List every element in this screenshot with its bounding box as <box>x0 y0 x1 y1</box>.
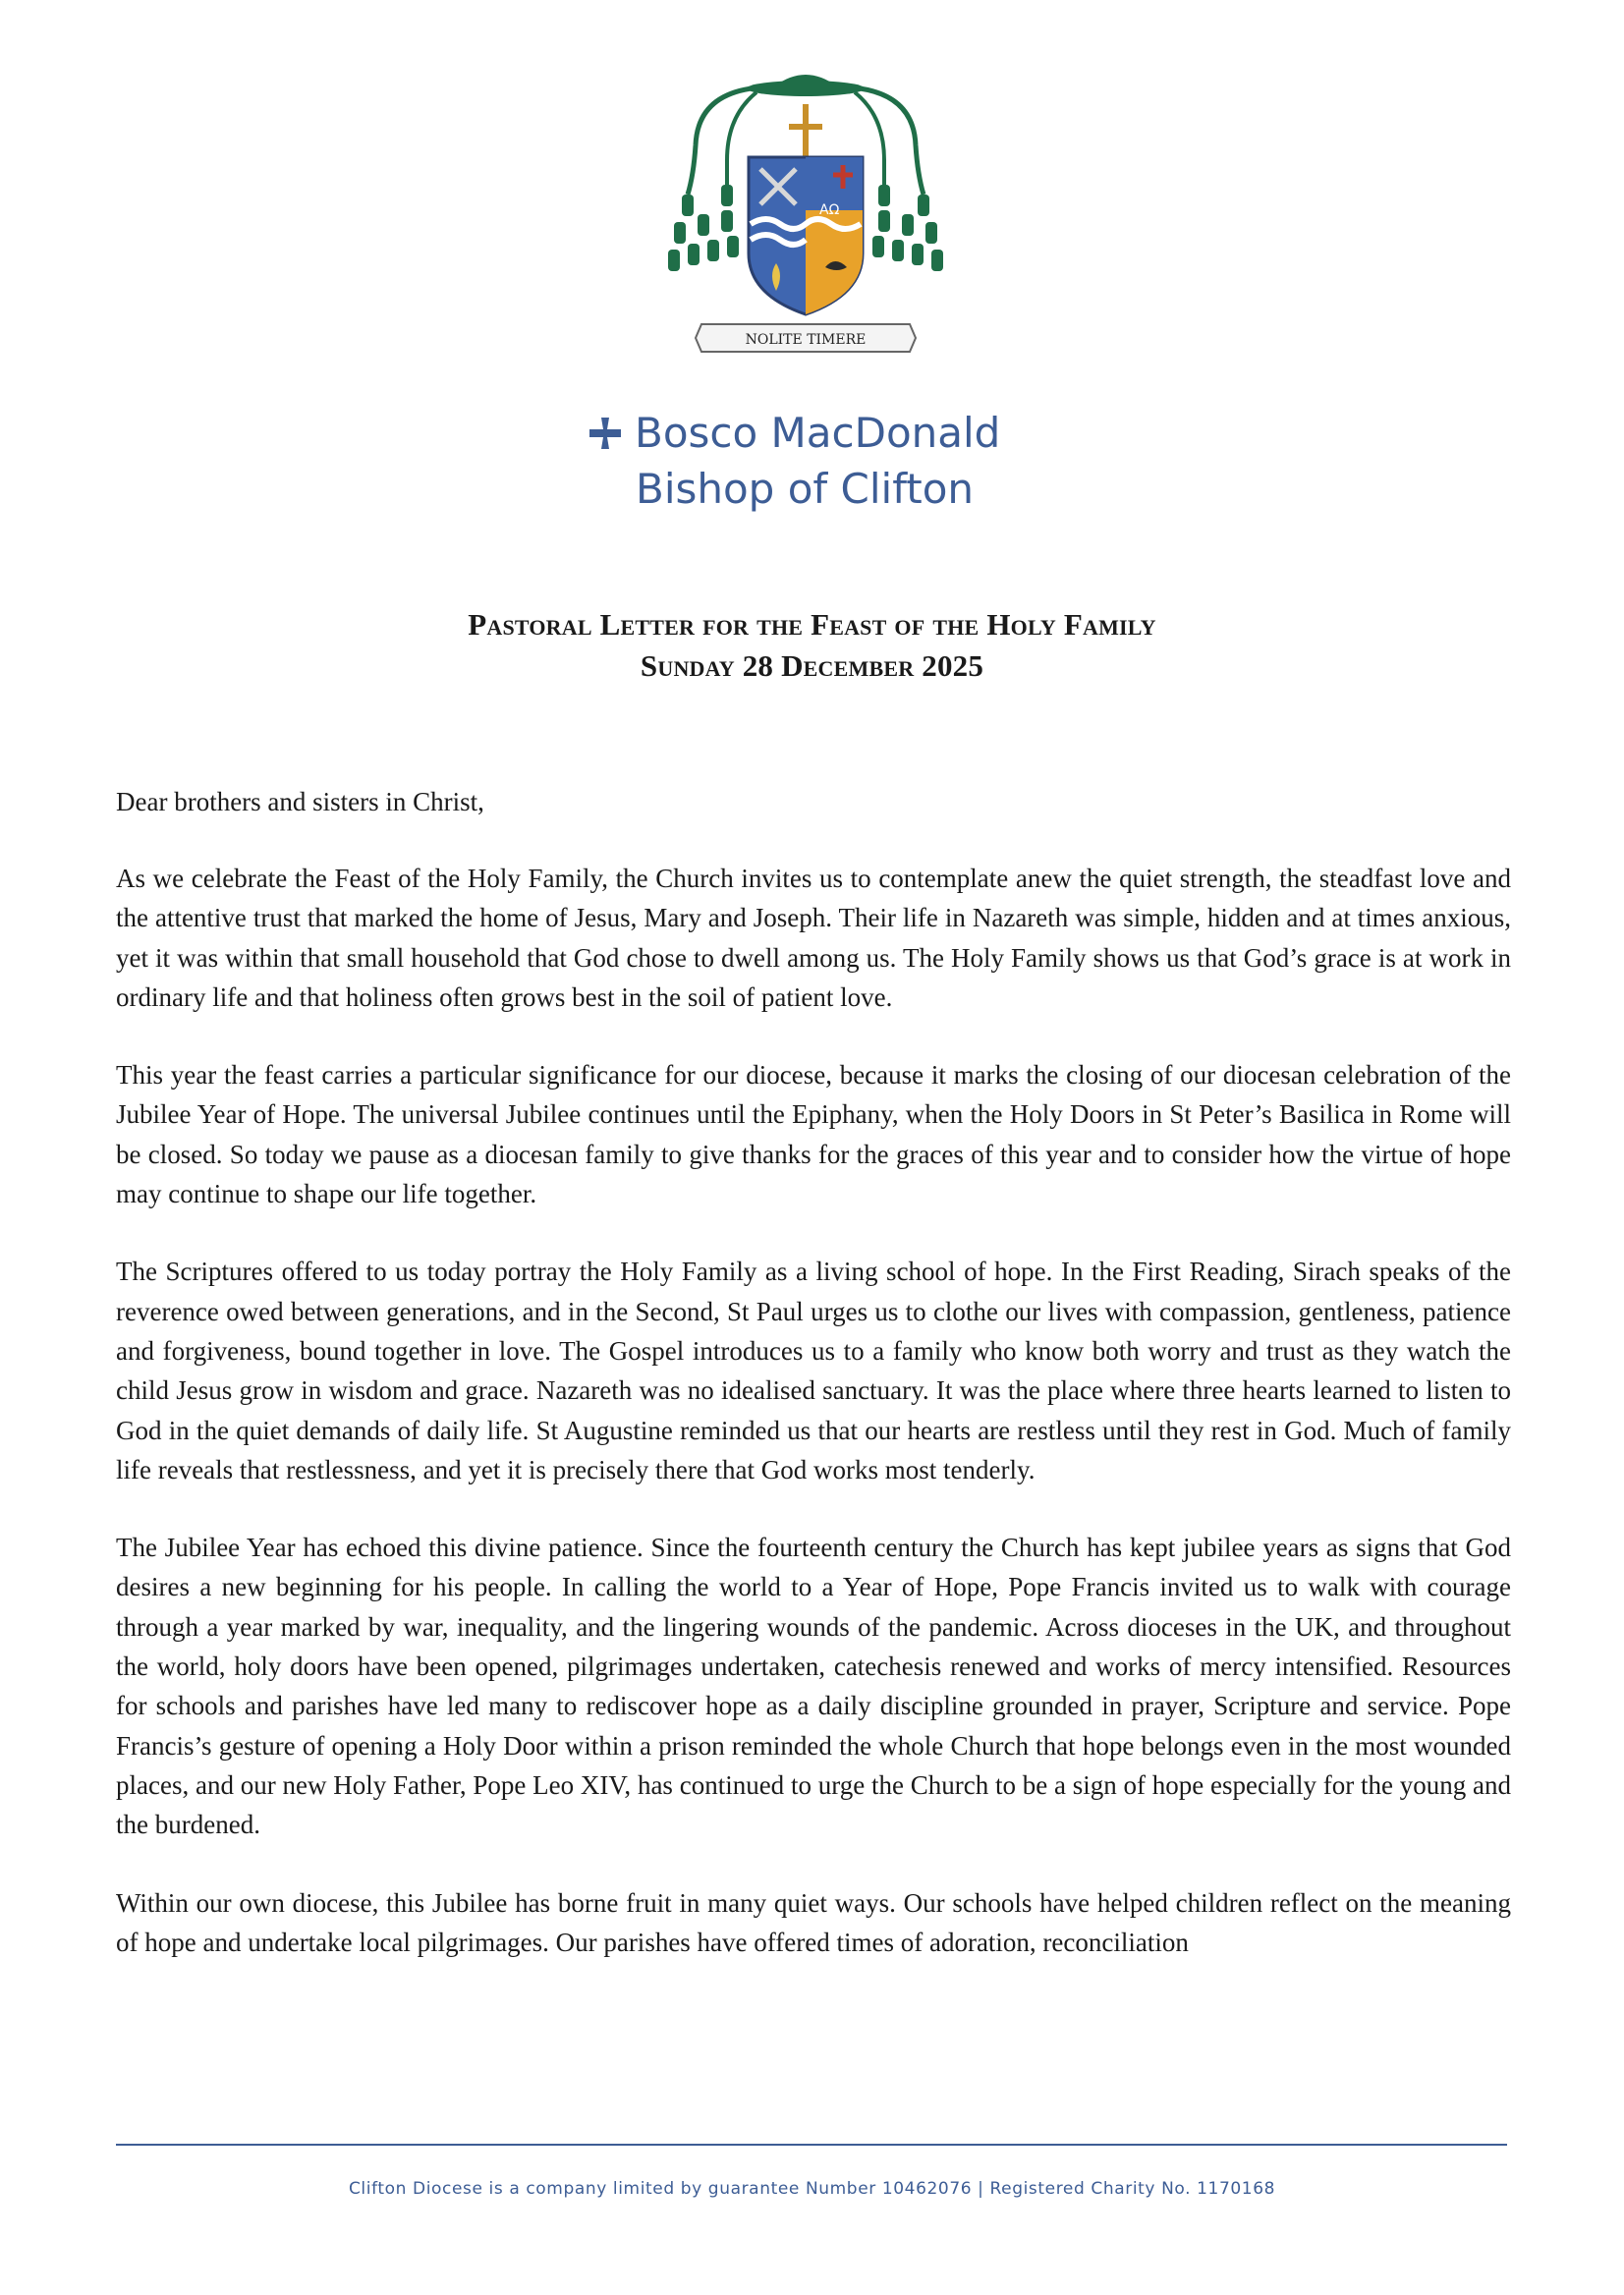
sender-name-line <box>588 406 1061 461</box>
sender-name: Bosco MacDonald <box>635 409 1001 457</box>
cross-pattee-icon <box>588 416 623 451</box>
letter-body <box>116 782 1511 2000</box>
paragraph: The Jubilee Year has echoed this divine patience. Since the fourteenth century the Church has kept jubilee years as signs that God desires a new beginning for his people. In calling the world to a Year of Hope, Pope Francis invited us to walk with courage through a year marked by war, inequality, and the lingering wounds of the pandemic. Across dioceses in the UK, and throughout the world, holy doors have been opened, pilgrimages undertaken, catechesis renewed and works of mercy intensified. Resources for schools and parishes have led many to rediscover hope as a daily discipline grounded in prayer, Scripture and service. Pope Francis’s gesture of opening a Holy Door within a prison reminded the whole Church that hope belongs even in the most wounded places, and our new Holy Father, Pope Leo XIV, has continued to urge the Church to be a sign of hope especially for the young and the burdened. <box>116 1533 1511 1840</box>
salutation: Dear brothers and sisters in Christ, <box>116 787 484 816</box>
paragraph: The Scriptures offered to us today portray the Holy Family as a living school of hope. In the First Reading, Sirach speaks of the reverence owed between generations, and in the Second, St Paul urges us to clothe our lives with compassion, gentleness, patience and forgiveness, bound together in love. The Gospel introduces us to a family who know both worry and trust as they watch the child Jesus grow in wisdom and grace. Nazareth was no idealised sanctuary. It was the place where three hearts learned to listen to God in the quiet demands of daily life. St Augustine reminded us that our hearts are restless until they rest in God. Much of family life reveals that restlessness, and yet it is precisely there that God works most tenderly. <box>116 1257 1511 1484</box>
sender-block <box>570 406 1061 518</box>
paragraph: As we celebrate the Feast of the Holy Family, the Church invites us to contemplate anew the quiet strength, the steadfast love and the attentive trust that marked the home of Jesus, Mary and Joseph. Their life in Nazareth was simple, hidden and at times anxious, yet it was within that small household that God chose to dwell among us. The Holy Family shows us that God’s grace is at work in ordinary life and that holiness often grows best in the soil of patient love. <box>116 864 1511 1012</box>
footer-text: Clifton Diocese is a company limited by guarantee Number 10462076 | Registered Charity No. 1170168 <box>348 2179 1276 2199</box>
alpha-omega-symbol: AΩ <box>819 202 840 218</box>
sender-role: Bishop of Clifton <box>636 465 975 513</box>
title-line-2: Sunday 28 December 2025 <box>640 648 984 683</box>
paragraph: Within our own diocese, this Jubilee has borne fruit in many quiet ways. Our schools have helped children reflect on the meaning of hope and undertake local pilgrimages. Our parishes have offered times of adoration, reconciliation <box>116 1887 1511 1957</box>
coat-of-arms-icon <box>658 67 953 362</box>
letter-title <box>0 604 1624 687</box>
paragraph: This year the feast carries a particular significance for our diocese, because it marks the closing of our diocesan celebration of the Jubilee Year of Hope. The universal Jubilee continues until the Epiphany, when the Holy Doors in St Peter’s Basilica in Rome will be closed. So today we pause as a diocesan family to give thanks for the graces of this year and to consider how the virtue of hope may continue to shape our life together. <box>116 1060 1511 1209</box>
motto-text: NOLITE TIMERE <box>745 332 867 348</box>
title-line-1: Pastoral Letter for the Feast of the Holy Family <box>468 607 1156 642</box>
footer-divider <box>116 2144 1507 2146</box>
